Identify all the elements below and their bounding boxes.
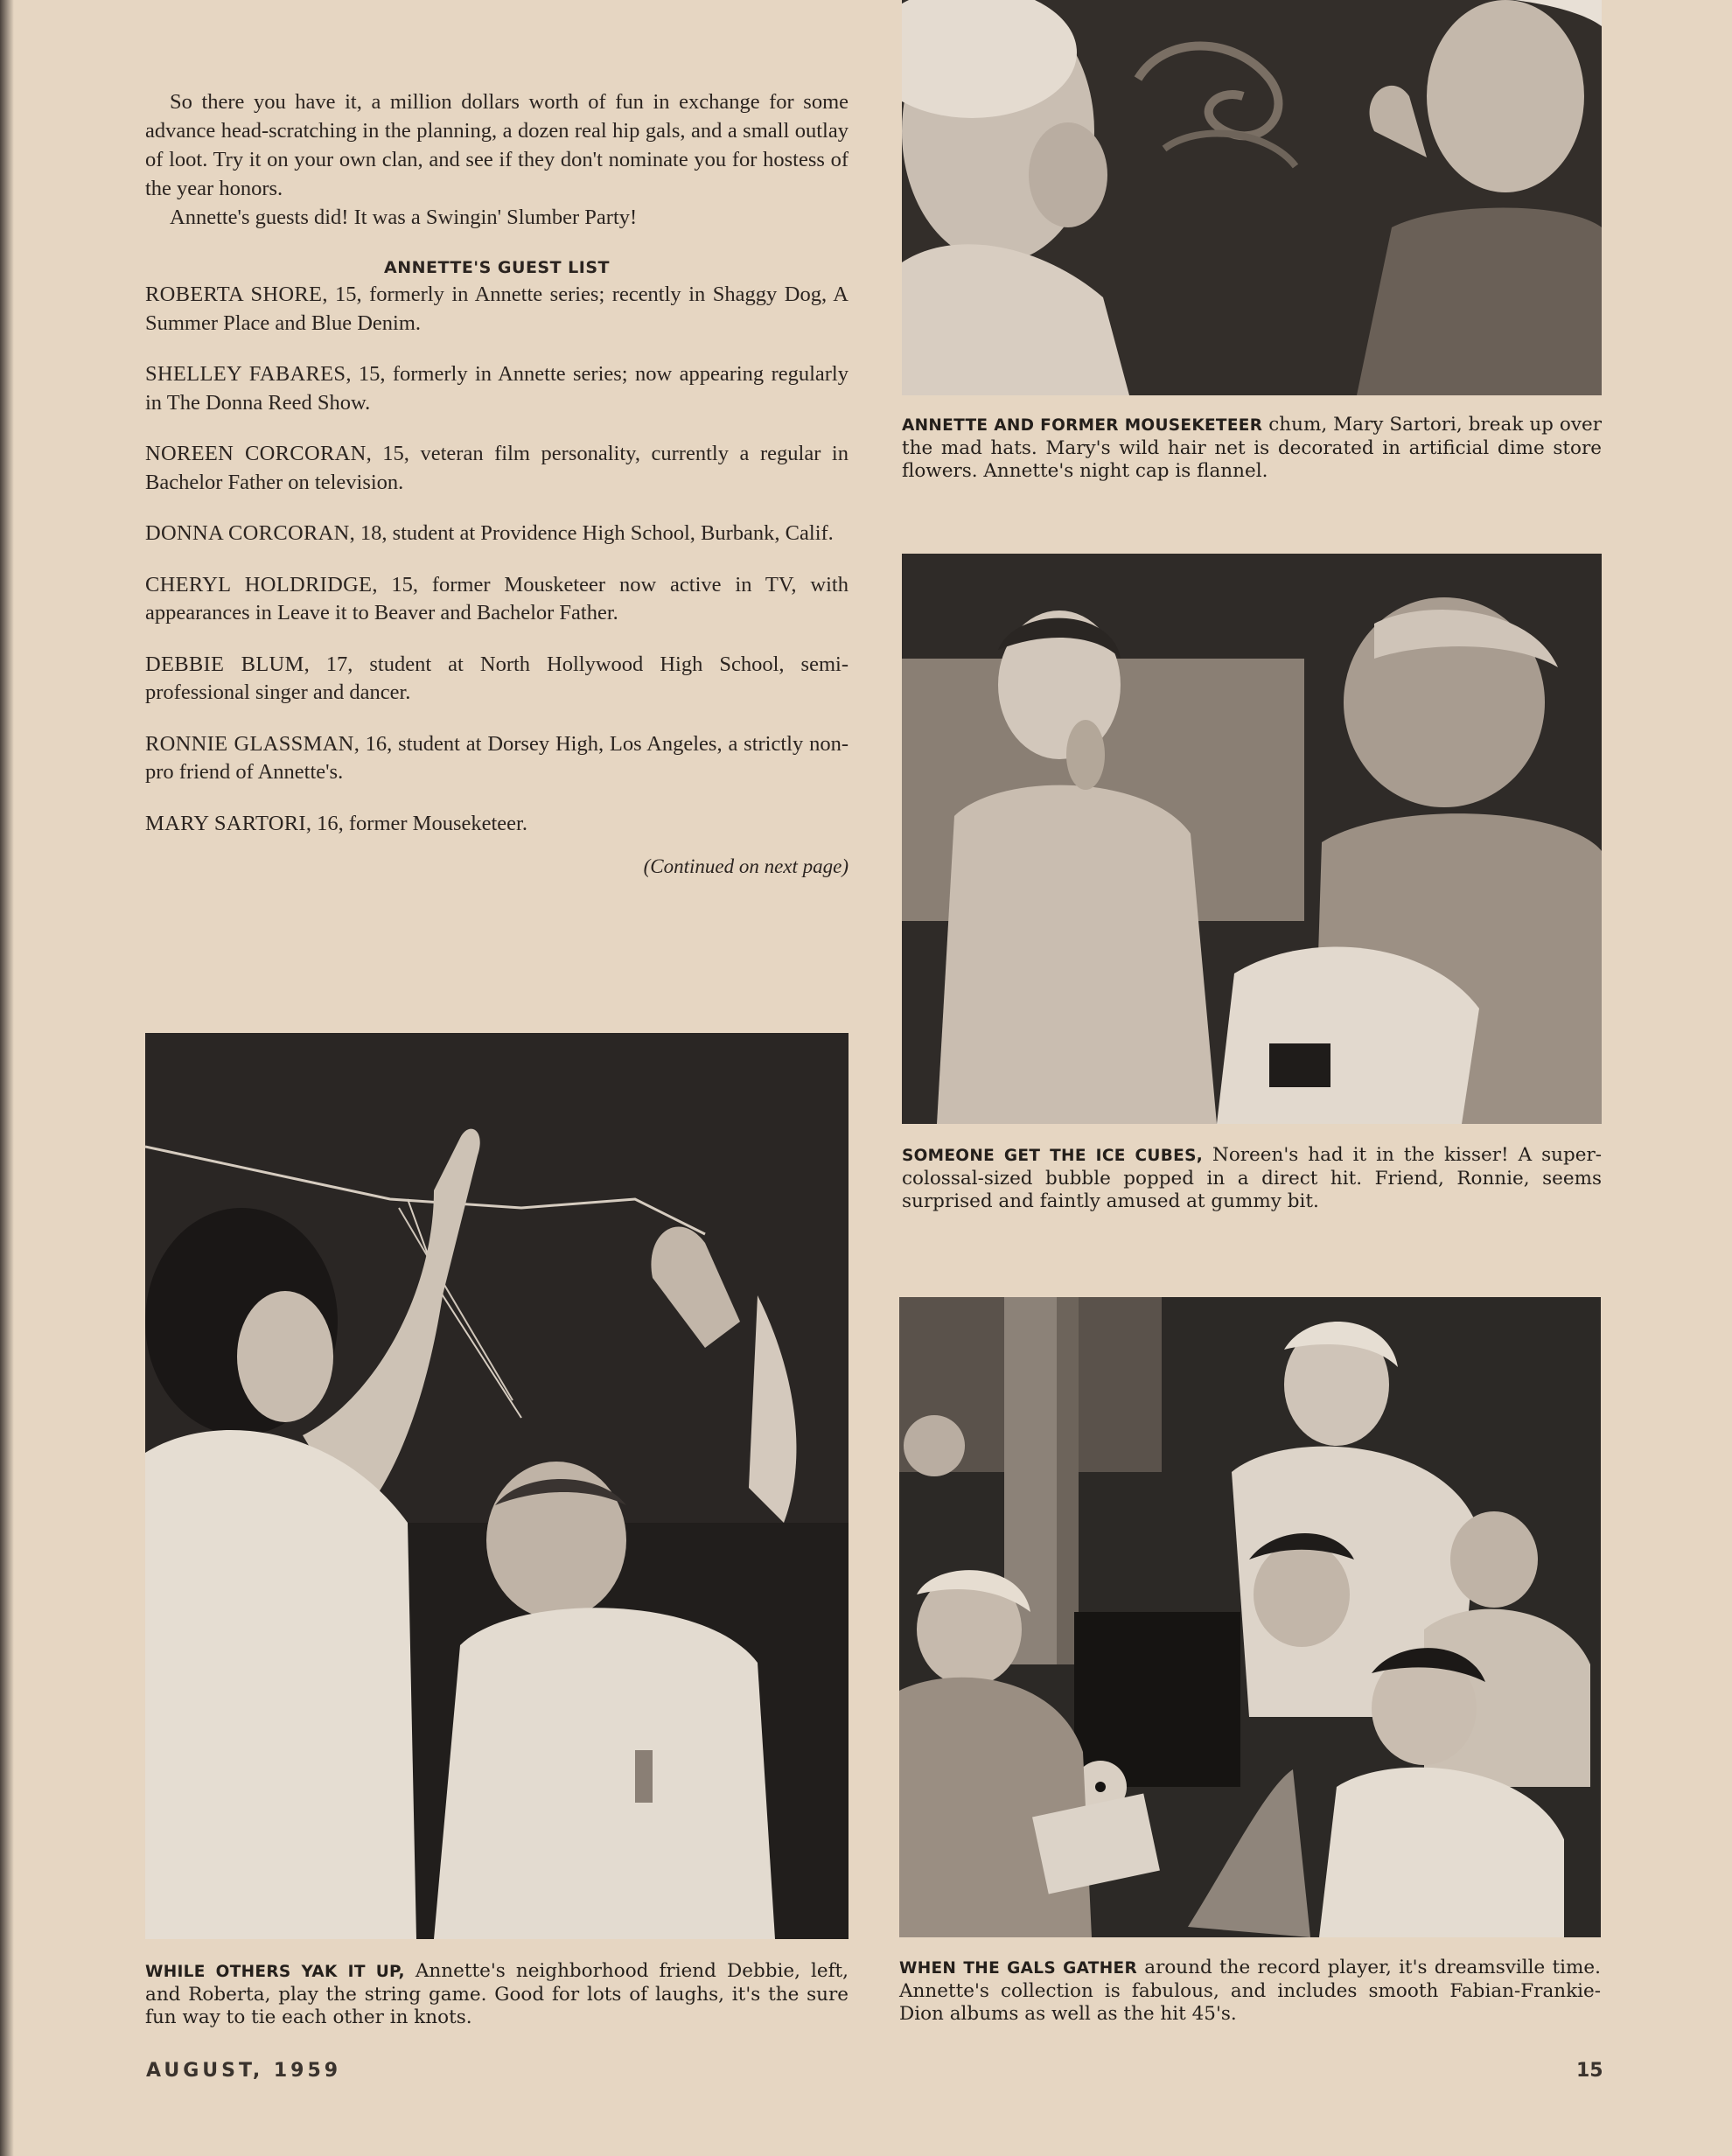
caption-mad-hats [902,414,1602,483]
intro-paragraph-1: So there you have it, a million dollars worth of fun in exchange for some advance head-scratching in the planning, a dozen real hip gals, and a small outlay of loot. Try it on your own clan, and see if they don't nominate you for hostess of the year honors. [145,90,849,200]
caption-text: Noreen's had it in the kisser! A super-colossal-sized bubble popped in a direct hit. Friend, Ronnie, seems surprised and faintly amused at gummy bit. [902,1144,1602,1212]
photo-record-player [899,1297,1601,1937]
guest-entry [145,651,849,708]
page-number: 15 [1576,2060,1603,2082]
guest-list-heading: ANNETTE'S GUEST LIST [383,258,611,277]
guest-entry [145,360,849,417]
caption-text: Annette's neighborhood friend Debbie, left, and Roberta, play the string game. Good for lots of laughs, it's the sure fun way to tie each other in knots. [145,1960,849,2028]
caption-lead: WHILE OTHERS YAK IT UP, [145,1963,405,1981]
caption-text: around the record player, it's dreamsville time. Annette's collection is fabulous, and includes smooth Fabian-Frankie-Dion albums as well as the hit 45's. [899,1957,1601,2025]
guest-description: , 15, formerly in Annette series; recently in Shaggy Dog, A Summer Place and Blue Denim. [145,283,849,335]
guest-list [145,281,849,838]
guest-name: DONNA CORCORAN [145,521,350,545]
guest-name: CHERYL HOLDRIDGE [145,572,373,597]
caption-lead: ANNETTE AND FORMER MOUSEKETEER [902,416,1263,435]
caption-record-player [899,1957,1601,2026]
guest-entry [145,520,849,548]
photo-string-game [145,1033,849,1939]
guest-name: RONNIE GLASSMAN [145,731,354,756]
guest-entry [145,810,849,839]
guest-name: NOREEN CORCORAN [145,442,367,465]
guest-entry [145,571,849,628]
issue-date: AUGUST, 1959 [146,2060,342,2082]
guest-description: , 15, formerly in Annette series; now appearing regularly in The Donna Reed Show. [145,362,849,415]
intro-paragraph-2: Annette's guests did! It was a Swingin' Slumber Party! [170,206,638,229]
caption-lead: WHEN THE GALS GATHER [899,1959,1137,1978]
guest-description: , 16, former Mouseketeer. [305,811,527,835]
guest-name: DEBBIE BLUM [145,652,304,676]
intro-text [145,87,849,232]
guest-name: ROBERTA SHORE [145,283,323,306]
guest-description: , 15, former Mousketeer now active in TV, with appearances in Leave it to Beaver and Bachelor Father. [145,572,849,624]
guest-description: , 16, student at Dorsey High, Los Angeles, a strictly non-pro friend of Annette's. [145,731,849,784]
guest-description: , 17, student at North Hollywood High School, semi-professional singer and dancer. [145,652,849,704]
guest-name: MARY SARTORI [145,811,306,835]
guest-description: , 15, veteran film personality, currently a regular in Bachelor Father on television. [145,442,849,494]
binding-spine [0,0,14,2156]
caption-string-game [145,1960,849,2029]
guest-entry [145,730,849,787]
caption-text: chum, Mary Sartori, break up over the mad hats. Mary's wild hair net is decorated in artificial dime store flowers. Annette's night cap is flannel. [902,414,1602,482]
guest-entry [145,440,849,497]
continued-note: (Continued on next page) [643,855,849,877]
left-text-column [145,87,849,878]
caption-lead: SOMEONE GET THE ICE CUBES, [902,1147,1204,1165]
guest-entry [145,281,849,338]
photo-mad-hats [902,0,1602,395]
guest-name: SHELLEY FABARES [145,362,346,386]
photo-bubble-gum [902,554,1602,1124]
guest-description: , 18, student at Providence High School, Burbank, Calif. [349,521,834,545]
caption-bubble-gum [902,1144,1602,1213]
